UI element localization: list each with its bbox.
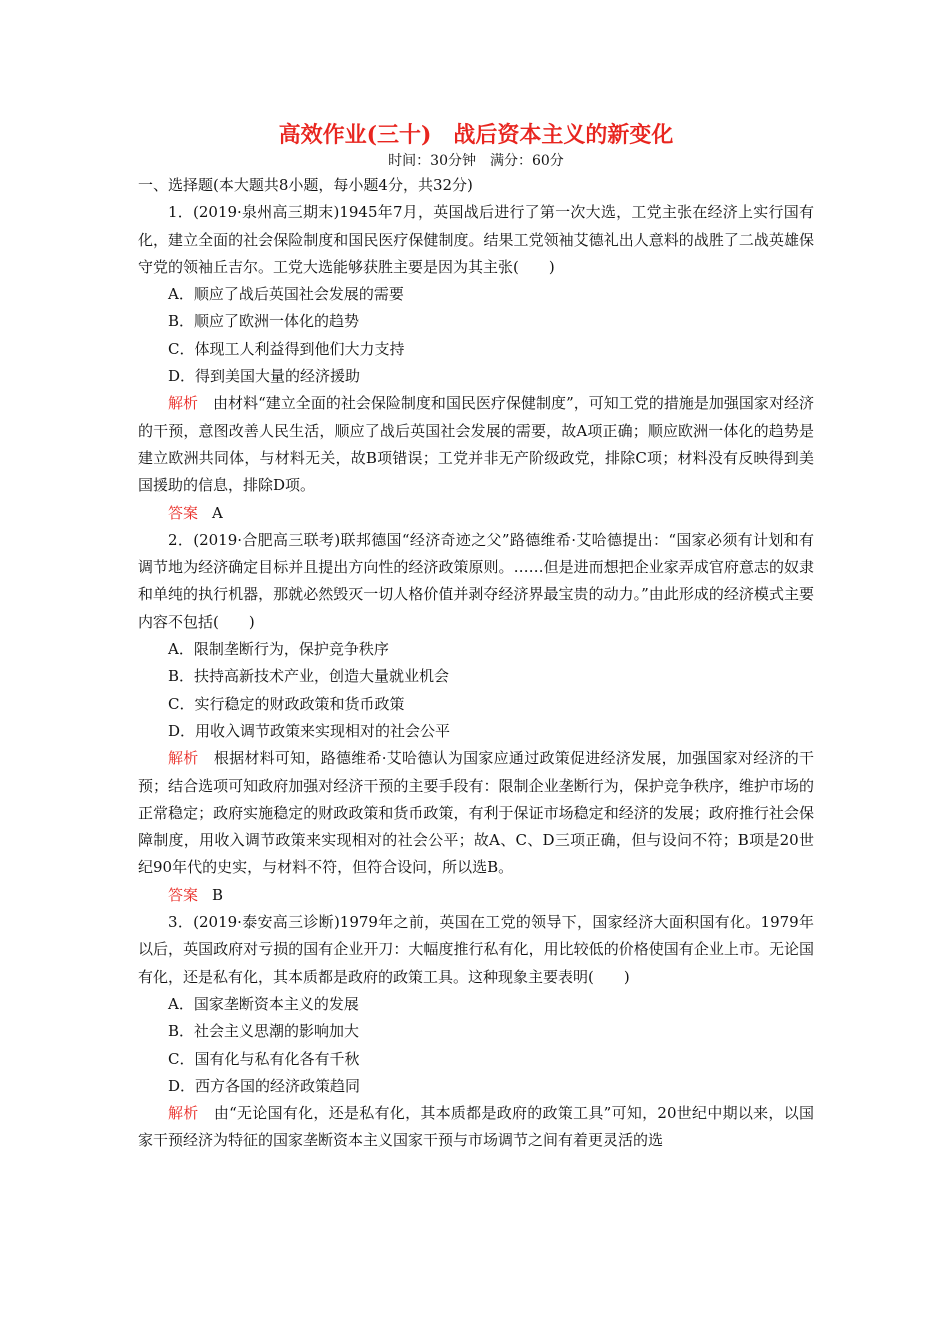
answer-label: 答案 — [168, 885, 199, 904]
analysis-label: 解析 — [168, 749, 199, 768]
question-1-option-c: C．体现工人利益得到他们大力支持 — [168, 339, 405, 358]
exam-info: 时间：30分钟 满分：60分 — [388, 153, 564, 169]
question-2-option-b: B．扶持高新技术产业，创造大量就业机会 — [168, 667, 450, 686]
question-1-stem: 1．(2019·泉州高三期末)1945年7月，英国战后进行了第一次大选，工党主张在经济上实行国有化，建立全面的社会保险制度和国民医疗保健制度。结果工党领袖艾德礼出人意料的战胜了二战英雄保守党的领袖丘吉尔。工党大选能够获胜主要是因为其主张( ) — [138, 203, 814, 276]
answer-value: A — [212, 503, 223, 522]
question-2-option-a: A．限制垄断行为，保护竞争秩序 — [168, 640, 389, 659]
analysis-text: 由材料“建立全面的社会保险制度和国民医疗保健制度”，可知工党的措施是加强国家对经济的干预，意图改善人民生活，顺应了战后英国社会发展的需要，故A项正确；顺应欧洲一体化的趋势是建立欧洲共同体，与材料无关，故B项错误；工党并非无产阶级政党，排除C项；材料没有反映得到美国援助的信息，排除D项。 — [138, 394, 814, 495]
answer-value: B — [212, 885, 224, 904]
question-3-option-a: A．国家垄断资本主义的发展 — [168, 994, 359, 1013]
question-2-analysis — [138, 745, 814, 881]
document-content — [138, 120, 814, 1155]
analysis-label: 解析 — [168, 1104, 199, 1123]
question-2-answer — [138, 882, 814, 909]
question-1-option-a: A．顺应了战后英国社会发展的需要 — [168, 285, 404, 304]
answer-label: 答案 — [168, 503, 199, 522]
question-3-stem: 3．(2019·泰安高三诊断)1979年之前，英国在工党的领导下，国家经济大面积国有化。1979年以后，英国政府对亏损的国有企业开刀：大幅度推行私有化，用比较低的价格使国有企业上市。无论国有化，还是私有化，其本质都是政府的政策工具。这种现象主要表明( ) — [138, 913, 814, 986]
question-1-option-d: D．得到美国大量的经济援助 — [168, 367, 361, 386]
question-3-option-d: D．西方各国的经济政策趋同 — [168, 1076, 361, 1095]
question-2-option-d: D．用收入调节政策来实现相对的社会公平 — [168, 721, 451, 740]
page-title: 高效作业(三十) 战后资本主义的新变化 — [278, 122, 674, 148]
question-3-option-c: C．国有化与私有化各有千秋 — [168, 1049, 360, 1068]
analysis-label: 解析 — [168, 394, 199, 413]
question-2-option-c: C．实行稳定的财政政策和货币政策 — [168, 694, 405, 713]
analysis-text: 由“无论国有化，还是私有化，其本质都是政府的政策工具”可知，20世纪中期以来，以国家干预经济为特征的国家垄断资本主义国家干预与市场调节之间有着更灵活的选 — [138, 1104, 814, 1150]
section-heading: 一、选择题(本大题共8小题，每小题4分，共32分) — [138, 176, 473, 194]
question-1-option-b: B．顺应了欧洲一体化的趋势 — [168, 312, 360, 331]
question-1-analysis — [138, 390, 814, 499]
question-1-answer — [138, 500, 814, 527]
question-3-analysis — [138, 1100, 814, 1155]
question-2-stem: 2．(2019·合肥高三联考)联邦德国“经济奇迹之父”路德维希·艾哈德提出：“国家必须有计划和有调节地为经济确定目标并且提出方向性的经济政策原则。……但是进而想把企业家弄成官府意志的奴隶和单纯的执行机器，那就必然毁灭一切人格价值并剥夺经济界最宝贵的动力。”由此形成的经济模式主要内容不包括( ) — [138, 530, 814, 631]
analysis-text: 根据材料可知，路德维希·艾哈德认为国家应通过政策促进经济发展，加强国家对经济的干预；结合选项可知政府加强对经济干预的主要手段有：限制企业垄断行为，保护竞争秩序，维护市场的正常稳定；政府实施稳定的财政政策和货币政策，有利于保证市场稳定和经济的发展；政府推行社会保障制度，用收入调节政策来实现相对的社会公平；故A、C、D三项正确，但与设问不符；B项是20世纪90年代的史实，与材料不符，但符合设问，所以选B。 — [138, 749, 814, 877]
question-3-option-b: B．社会主义思潮的影响加大 — [168, 1022, 360, 1041]
